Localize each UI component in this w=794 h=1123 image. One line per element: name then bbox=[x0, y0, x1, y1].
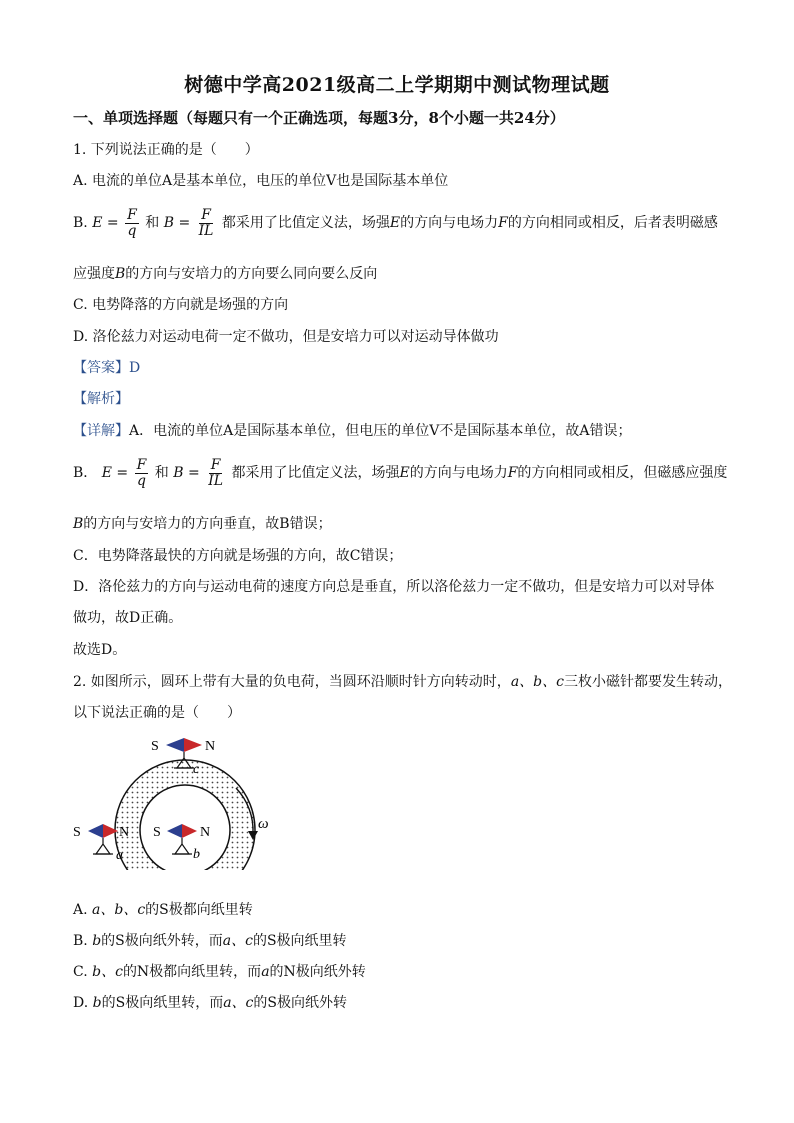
detail-d-continued: 做功，故D正确。 bbox=[73, 610, 183, 626]
fraction-f-over-q: $\frac{F}{q}$ bbox=[136, 456, 147, 489]
fraction-f-over-q: $\frac{F}{q}$ bbox=[127, 206, 137, 239]
needle-a-n-pole: N bbox=[119, 825, 130, 840]
ring-magnet-figure bbox=[70, 730, 280, 870]
detail-b: B． E = $\frac{F}{q}$ 和 B = $\frac{F}{IL}$ 都采用了比值定义法，场强E的方向与电场力F的方向相同或相反，但磁感应强度 bbox=[73, 456, 728, 489]
needle-b-s-pole: S bbox=[153, 825, 161, 840]
page-title: 树德中学高2021级高二上学期期中测试物理试题 bbox=[184, 74, 610, 96]
omega-label: ω bbox=[258, 816, 269, 832]
q1-option-a: A. 电流的单位A是基本单位，电压的单位V也是国际基本单位 bbox=[73, 173, 449, 189]
needle-c-s-pole: S bbox=[151, 739, 159, 754]
q2-option-c: C. b、c的N极都向纸里转，而a的N极向纸外转 bbox=[73, 964, 366, 980]
fraction-f-over-il: $\frac{F}{IL}$ bbox=[208, 456, 224, 489]
answer-label: 【答案】D bbox=[73, 360, 141, 376]
detail-a: 【详解】A．电流的单位A是国际基本单位，但电压的单位V不是国际基本单位，故A错误； bbox=[73, 423, 632, 439]
q2-option-d: D. b的S极向纸里转，而a、c的S极向纸外转 bbox=[73, 995, 347, 1011]
analysis-label: 【解析】 bbox=[73, 391, 129, 407]
fraction-f-over-il: $\frac{F}{IL}$ bbox=[198, 206, 214, 239]
detail-b-continued: B的方向与安培力的方向垂直，故B错误； bbox=[73, 516, 332, 532]
needle-b-n-pole: N bbox=[200, 825, 211, 840]
needle-a-s-pole: S bbox=[73, 825, 81, 840]
needle-b-label: b bbox=[193, 847, 200, 862]
q2-option-b: B. b的S极向纸外转，而a、c的S极向纸里转 bbox=[73, 933, 347, 949]
needle-c-n-pole: N bbox=[205, 739, 216, 754]
q1-option-b: B. E = $\frac{F}{q}$ 和 B = $\frac{F}{IL}$ 都采用了比值定义法，场强E的方向与电场力F的方向相同或相反，后者表明磁感 bbox=[73, 206, 718, 239]
q2-option-a: A. a、b、c的S极都向纸里转 bbox=[73, 902, 253, 918]
q1-option-d: D. 洛伦兹力对运动电荷一定不做功，但是安培力可以对运动导体做功 bbox=[73, 329, 499, 345]
question-1-stem: 1. 下列说法正确的是（ ） bbox=[73, 142, 259, 158]
q1-option-b-continued: 应强度B的方向与安培力的方向要么同向要么反向 bbox=[73, 266, 378, 282]
needle-c-red-half bbox=[184, 738, 202, 752]
needle-c-blue-half bbox=[166, 738, 184, 752]
needle-a-label: a bbox=[116, 848, 123, 863]
conclusion: 故选D。 bbox=[73, 642, 127, 658]
q1-option-c: C. 电势降落的方向就是场强的方向 bbox=[73, 297, 289, 313]
question-2-stem-continued: 以下说法正确的是（ ） bbox=[73, 705, 241, 721]
section-heading: 一、单项选择题（每题只有一个正确选项，每题3分，8个小题一共24分） bbox=[73, 109, 565, 127]
needle-a-stand-icon bbox=[96, 844, 110, 854]
needle-a-blue-half bbox=[88, 824, 103, 838]
question-2-stem: 2. 如图所示，圆环上带有大量的负电荷，当圆环沿顺时针方向转动时，a、b、c三枚小磁针都要发生转动， bbox=[73, 674, 732, 690]
detail-c: C．电势降落最快的方向就是场强的方向，故C错误； bbox=[73, 548, 403, 564]
detail-d: D．洛伦兹力的方向与运动电荷的速度方向总是垂直，所以洛伦兹力一定不做功，但是安培力可以对导体 bbox=[73, 579, 715, 595]
needle-c-label: c bbox=[193, 762, 200, 777]
